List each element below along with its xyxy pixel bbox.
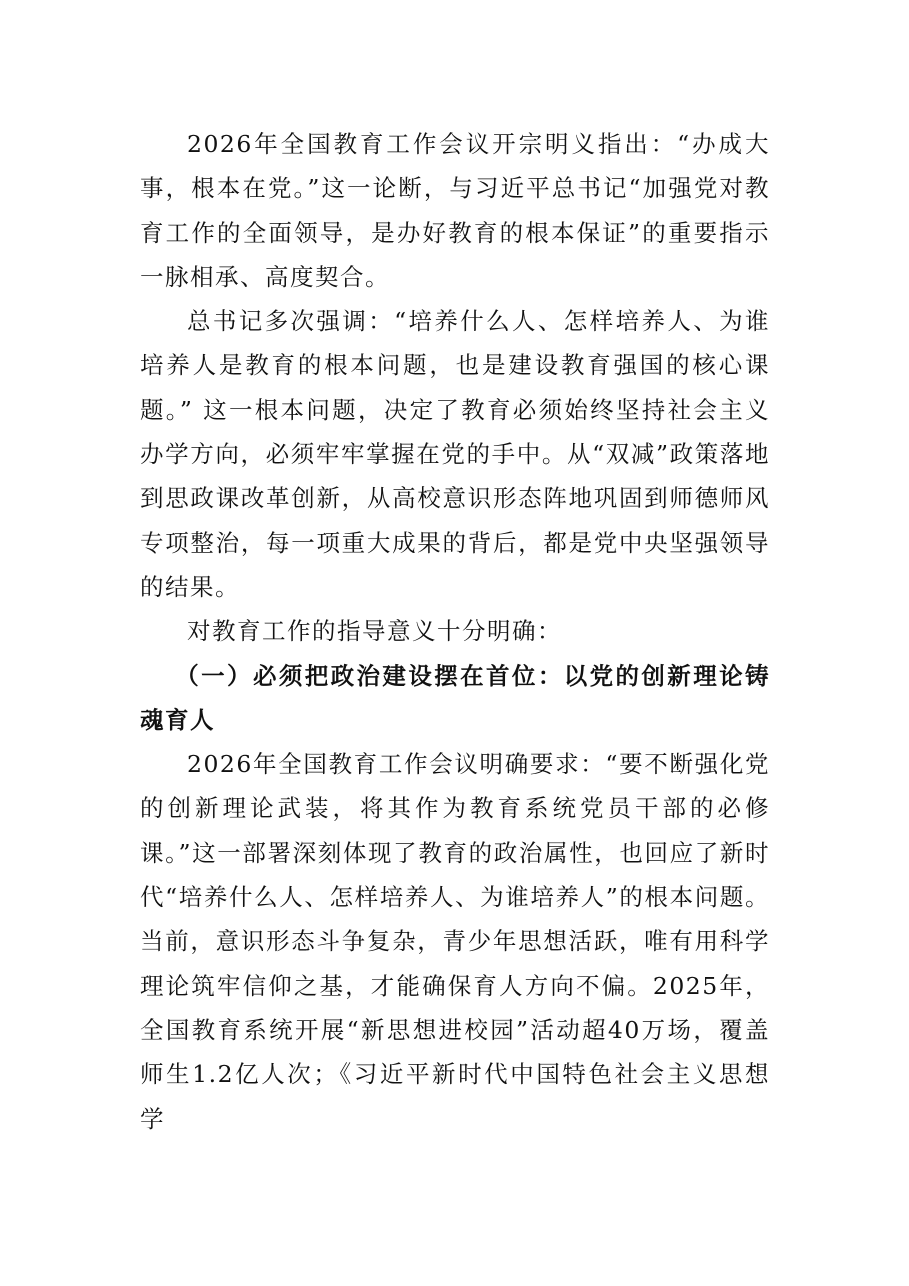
paragraph-core-question: 总书记多次强调：“培养什么人、怎样培养人、为谁培养人是教育的根本问题，也是建设教育强国的核心课题。” 这一根本问题，决定了教育必须始终坚持社会主义办学方向，必须牢牢掌握在党的手中。从“双减”政策落地到思政课改革创新，从高校意识形态阵地巩固到师德师风专项整治，每一项重大成果的背后，都是党中央坚强领导的结果。 [140, 307, 770, 601]
section-heading-political-building: （一）必须把政治建设摆在首位：以党的创新理论铸魂育人 [140, 661, 770, 734]
paragraph-guidance-intro: 对教育工作的指导意义十分明确： [187, 617, 562, 646]
document-body [140, 122, 770, 1141]
paragraph-conference-intro: 2026年全国教育工作会议开宗明义指出：“办成大事，根本在党。”这一论断，与习近平总书记“加强党对教育工作的全面领导，是办好教育的根本保证”的重要指示一脉相承、高度契合。 [140, 130, 770, 291]
paragraph-theory-armament: 2026年全国教育工作会议明确要求：“要不断强化党的创新理论武装，将其作为教育系统党员干部的必修课。”这一部署深刻体现了教育的政治属性，也回应了新时代“培养什么人、怎样培养人、为谁培养人”的根本问题。当前，意识形态斗争复杂，青少年思想活跃，唯有用科学理论筑牢信仰之基，才能确保育人方向不偏。2025年，全国教育系统开展“新思想进校园”活动超40万场，覆盖师生1.2亿人次；《习近平新时代中国特色社会主义思想学 [140, 750, 770, 1133]
